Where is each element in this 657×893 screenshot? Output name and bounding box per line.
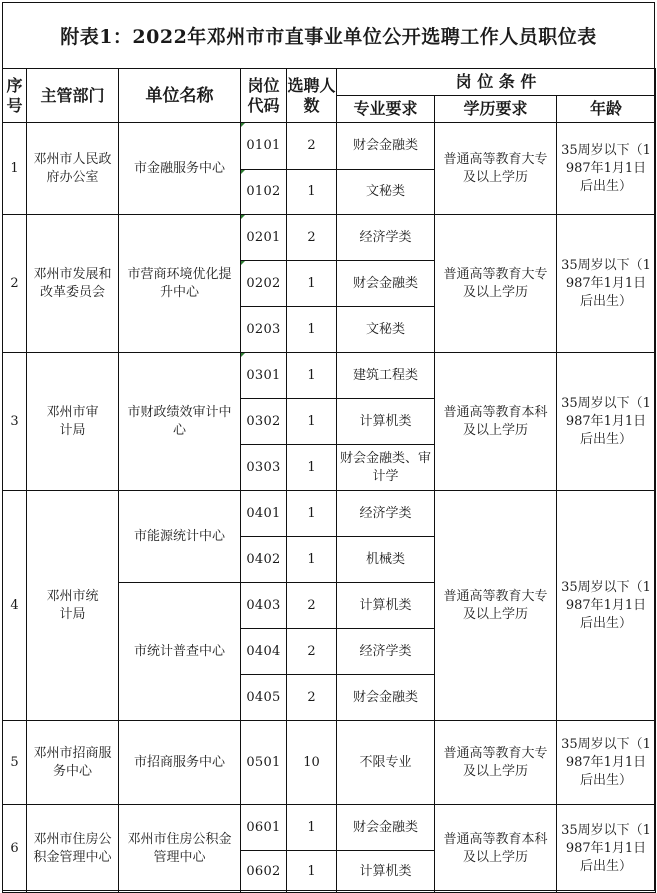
header-code: 岗位代码 [241,69,287,123]
dept-cell: 邓州市人民政府办公室 [27,123,119,215]
major-cell: 财会金融类 [337,805,435,851]
header-seq: 序号 [3,69,27,123]
header-edu: 学历要求 [435,96,557,123]
unit-cell: 市招商服务中心 [119,721,241,805]
dept-cell: 邓州市招商服务中心 [27,721,119,805]
count-cell: 2 [287,123,337,170]
code-cell: 0203 [241,307,287,353]
code-cell: 0302 [241,399,287,445]
count-cell: 2 [287,675,337,721]
count-cell: 10 [287,721,337,805]
edu-cell: 普通高等教育本科及以上学历 [435,353,557,491]
count-cell: 1 [287,851,337,893]
unit-cell: 市统计普查中心 [119,583,241,721]
header-dept: 主管部门 [27,69,119,123]
seq-cell: 3 [3,353,27,491]
edu-cell: 普通高等教育大专及以上学历 [435,721,557,805]
major-cell: 文秘类 [337,307,435,353]
major-cell: 计算机类 [337,851,435,893]
code-cell: 0301 [241,353,287,399]
code-cell: 0202 [241,261,287,307]
seq-cell: 1 [3,123,27,215]
code-cell: 0403 [241,583,287,629]
major-cell: 文秘类 [337,170,435,215]
major-cell: 财会金融类 [337,261,435,307]
code-cell: 0402 [241,537,287,583]
age-cell: 35周岁以下（1987年1月1日后出生） [557,123,656,215]
major-cell: 经济学类 [337,491,435,537]
unit-cell: 市金融服务中心 [119,123,241,215]
seq-cell: 5 [3,721,27,805]
code-cell: 0401 [241,491,287,537]
major-cell: 财会金融类 [337,123,435,170]
count-cell: 1 [287,261,337,307]
unit-cell: 市营商环境优化提升中心 [119,215,241,353]
count-cell: 1 [287,491,337,537]
table-row [3,721,656,805]
major-cell: 计算机类 [337,399,435,445]
count-cell: 1 [287,805,337,851]
seq-cell: 4 [3,491,27,721]
header-unit: 单位名称 [119,69,241,123]
major-cell: 财会金融类 [337,675,435,721]
positions-table [2,68,656,893]
edu-cell: 普通高等教育本科及以上学历 [435,805,557,893]
dept-cell: 邓州市统计局 [27,491,119,721]
table-row [3,353,656,399]
major-cell: 不限专业 [337,721,435,805]
major-cell: 计算机类 [337,583,435,629]
dept-cell: 邓州市发展和改革委员会 [27,215,119,353]
major-cell: 机械类 [337,537,435,583]
count-cell: 2 [287,583,337,629]
code-cell: 0404 [241,629,287,675]
table-row [3,805,656,851]
age-cell: 35周岁以下（1987年1月1日后出生） [557,215,656,353]
major-cell: 经济学类 [337,215,435,261]
dept-cell: 邓州市住房公积金管理中心 [27,805,119,893]
unit-cell: 市能源统计中心 [119,491,241,583]
code-cell: 0101 [241,123,287,170]
code-cell: 0102 [241,170,287,215]
major-cell: 建筑工程类 [337,353,435,399]
age-cell: 35周岁以下（1987年1月1日后出生） [557,721,656,805]
code-cell: 0601 [241,805,287,851]
header-age: 年龄 [557,96,656,123]
age-cell: 35周岁以下（1987年1月1日后出生） [557,353,656,491]
code-cell: 0405 [241,675,287,721]
major-cell: 经济学类 [337,629,435,675]
count-cell: 1 [287,537,337,583]
count-cell: 1 [287,445,337,491]
dept-cell: 邓州市审计局 [27,353,119,491]
code-cell: 0201 [241,215,287,261]
unit-cell: 市财政绩效审计中心 [119,353,241,491]
age-cell: 35周岁以下（1987年1月1日后出生） [557,491,656,721]
code-cell: 0602 [241,851,287,893]
count-cell: 2 [287,215,337,261]
unit-cell: 邓州市住房公积金管理中心 [119,805,241,893]
count-cell: 1 [287,399,337,445]
count-cell: 1 [287,353,337,399]
table-row [3,491,656,537]
header-conditions: 岗 位 条 件 [337,69,656,96]
header-count: 选聘人数 [287,69,337,123]
seq-cell: 2 [3,215,27,353]
edu-cell: 普通高等教育大专及以上学历 [435,123,557,215]
code-cell: 0501 [241,721,287,805]
page-title: 附表1：2022年邓州市市直事业单位公开选聘工作人员职位表 [60,25,597,48]
edu-cell: 普通高等教育大专及以上学历 [435,215,557,353]
table-row [3,215,656,261]
age-cell: 35周岁以下（1987年1月1日后出生） [557,805,656,893]
table-row [3,123,656,170]
seq-cell: 6 [3,805,27,893]
code-cell: 0303 [241,445,287,491]
edu-cell: 普通高等教育大专及以上学历 [435,491,557,721]
major-cell: 财会金融类、审计学 [337,445,435,491]
count-cell: 2 [287,629,337,675]
count-cell: 1 [287,170,337,215]
header-major: 专业要求 [337,96,435,123]
count-cell: 1 [287,307,337,353]
